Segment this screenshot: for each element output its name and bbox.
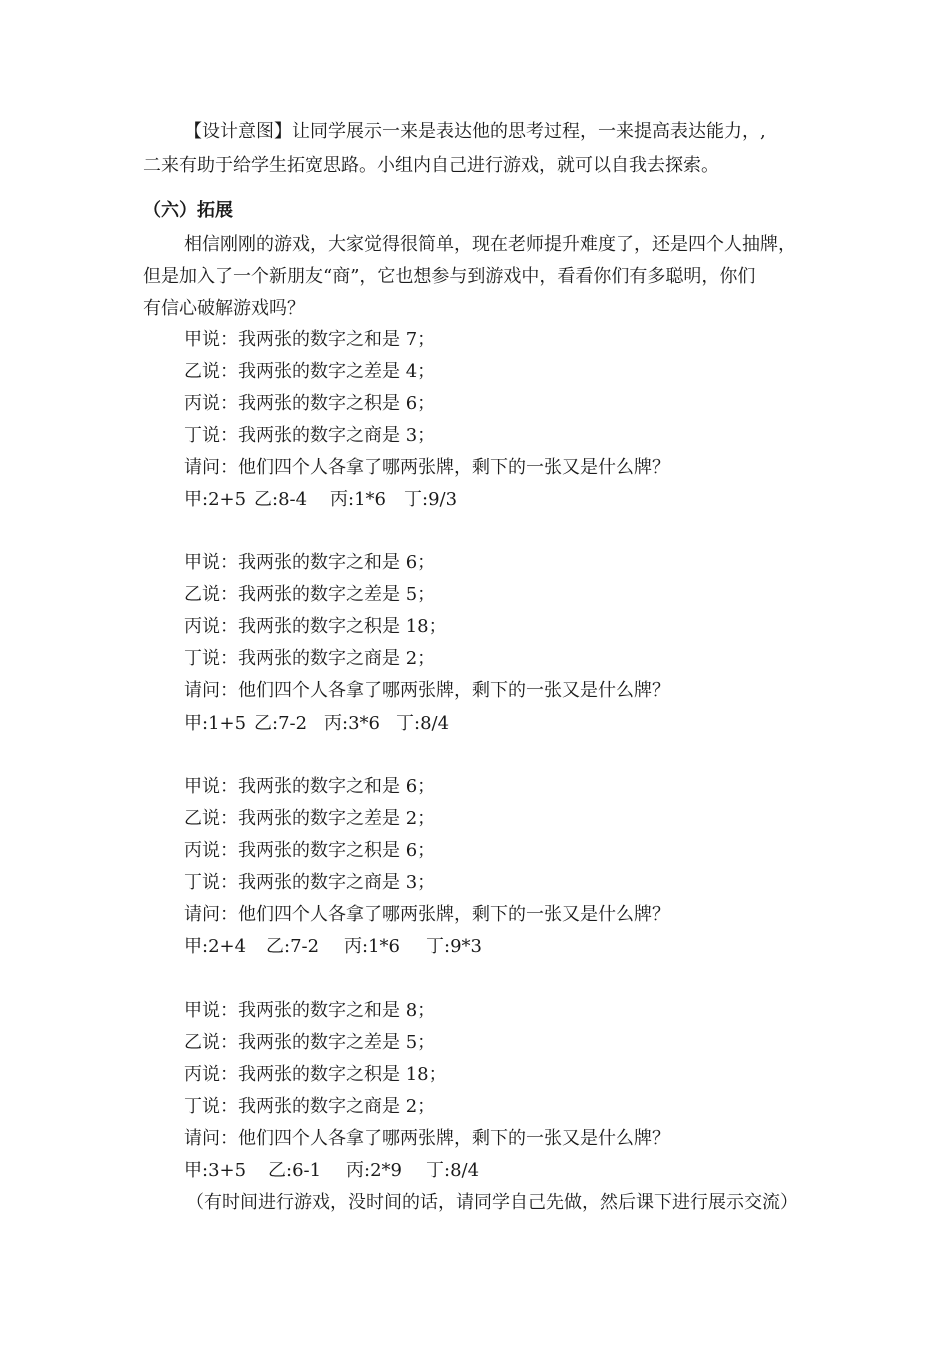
intro-line-1: 相信刚刚的游戏，大家觉得很简单，现在老师提升难度了，还是四个人抽牌，: [184, 234, 796, 255]
puzzle-1-jia: 甲说：我两张的数字之和是 7；: [184, 329, 436, 350]
answer-ding: 丁:9*3: [426, 936, 482, 957]
puzzle-4-answer: [184, 1155, 479, 1187]
puzzle-2-question: 请问：他们四个人各拿了哪两张牌，剩下的一张又是什么牌？: [184, 680, 670, 701]
answer-jia: 甲:2+4: [184, 936, 247, 957]
intro-line-3: 有信心破解游戏吗？: [143, 298, 305, 319]
puzzle-4-question: 请问：他们四个人各拿了哪两张牌，剩下的一张又是什么牌？: [184, 1128, 670, 1149]
puzzle-4-yi: 乙说：我两张的数字之差是 5；: [184, 1032, 436, 1053]
answer-bing: 丙:1*6: [344, 936, 400, 957]
answer-jia: 甲:2+5: [184, 489, 247, 510]
answer-yi: 乙:6-1: [268, 1160, 322, 1181]
puzzle-3-yi: 乙说：我两张的数字之差是 2；: [184, 808, 436, 829]
answer-jia: 甲:3+5: [184, 1160, 247, 1181]
puzzle-1-ding: 丁说：我两张的数字之商是 3；: [184, 425, 436, 446]
answer-ding: 丁:9/3: [404, 489, 458, 510]
puzzle-2-bing: 丙说：我两张的数字之积是 18；: [184, 616, 447, 637]
answer-bing: 丙:2*9: [346, 1160, 402, 1181]
answer-bing: 丙:3*6: [324, 713, 380, 734]
closing-note: （有时间进行游戏，没时间的话，请同学自己先做，然后课下进行展示交流）: [186, 1192, 798, 1213]
puzzle-1-bing: 丙说：我两张的数字之积是 6；: [184, 393, 436, 414]
puzzle-2-ding: 丁说：我两张的数字之商是 2；: [184, 648, 436, 669]
puzzle-3-bing: 丙说：我两张的数字之积是 6；: [184, 840, 436, 861]
answer-ding: 丁:8/4: [396, 713, 450, 734]
puzzle-3-jia: 甲说：我两张的数字之和是 6；: [184, 776, 436, 797]
answer-jia: 甲:1+5: [184, 713, 247, 734]
puzzle-2-answer: [184, 708, 449, 740]
puzzle-4-ding: 丁说：我两张的数字之商是 2；: [184, 1096, 436, 1117]
puzzle-1-answer: [184, 484, 457, 516]
puzzle-3-ding: 丁说：我两张的数字之商是 3；: [184, 872, 436, 893]
answer-yi: 乙:7-2: [254, 713, 308, 734]
puzzle-3-answer: [184, 931, 482, 963]
section-heading: （六）拓展: [143, 200, 233, 221]
answer-yi: 乙:8-4: [254, 489, 308, 510]
puzzle-4-jia: 甲说：我两张的数字之和是 8；: [184, 1000, 436, 1021]
puzzle-2-jia: 甲说：我两张的数字之和是 6；: [184, 552, 436, 573]
answer-ding: 丁:8/4: [426, 1160, 480, 1181]
answer-yi: 乙:7-2: [266, 936, 320, 957]
intro-line-2: 但是加入了一个新朋友“商”，它也想参与到游戏中，看看你们有多聪明，你们: [143, 266, 756, 287]
puzzle-1-yi: 乙说：我两张的数字之差是 4；: [184, 361, 436, 382]
design-intent-line-2: 二来有助于给学生拓宽思路。小组内自己进行游戏，就可以自我去探索。: [143, 155, 719, 176]
puzzle-1-question: 请问：他们四个人各拿了哪两张牌，剩下的一张又是什么牌？: [184, 457, 670, 478]
puzzle-4-bing: 丙说：我两张的数字之积是 18；: [184, 1064, 447, 1085]
design-intent-line-1: 【设计意图】让同学展示一来是表达他的思考过程，一来提高表达能力，,: [184, 121, 766, 142]
puzzle-2-yi: 乙说：我两张的数字之差是 5；: [184, 584, 436, 605]
puzzle-3-question: 请问：他们四个人各拿了哪两张牌，剩下的一张又是什么牌？: [184, 904, 670, 925]
answer-bing: 丙:1*6: [330, 489, 386, 510]
